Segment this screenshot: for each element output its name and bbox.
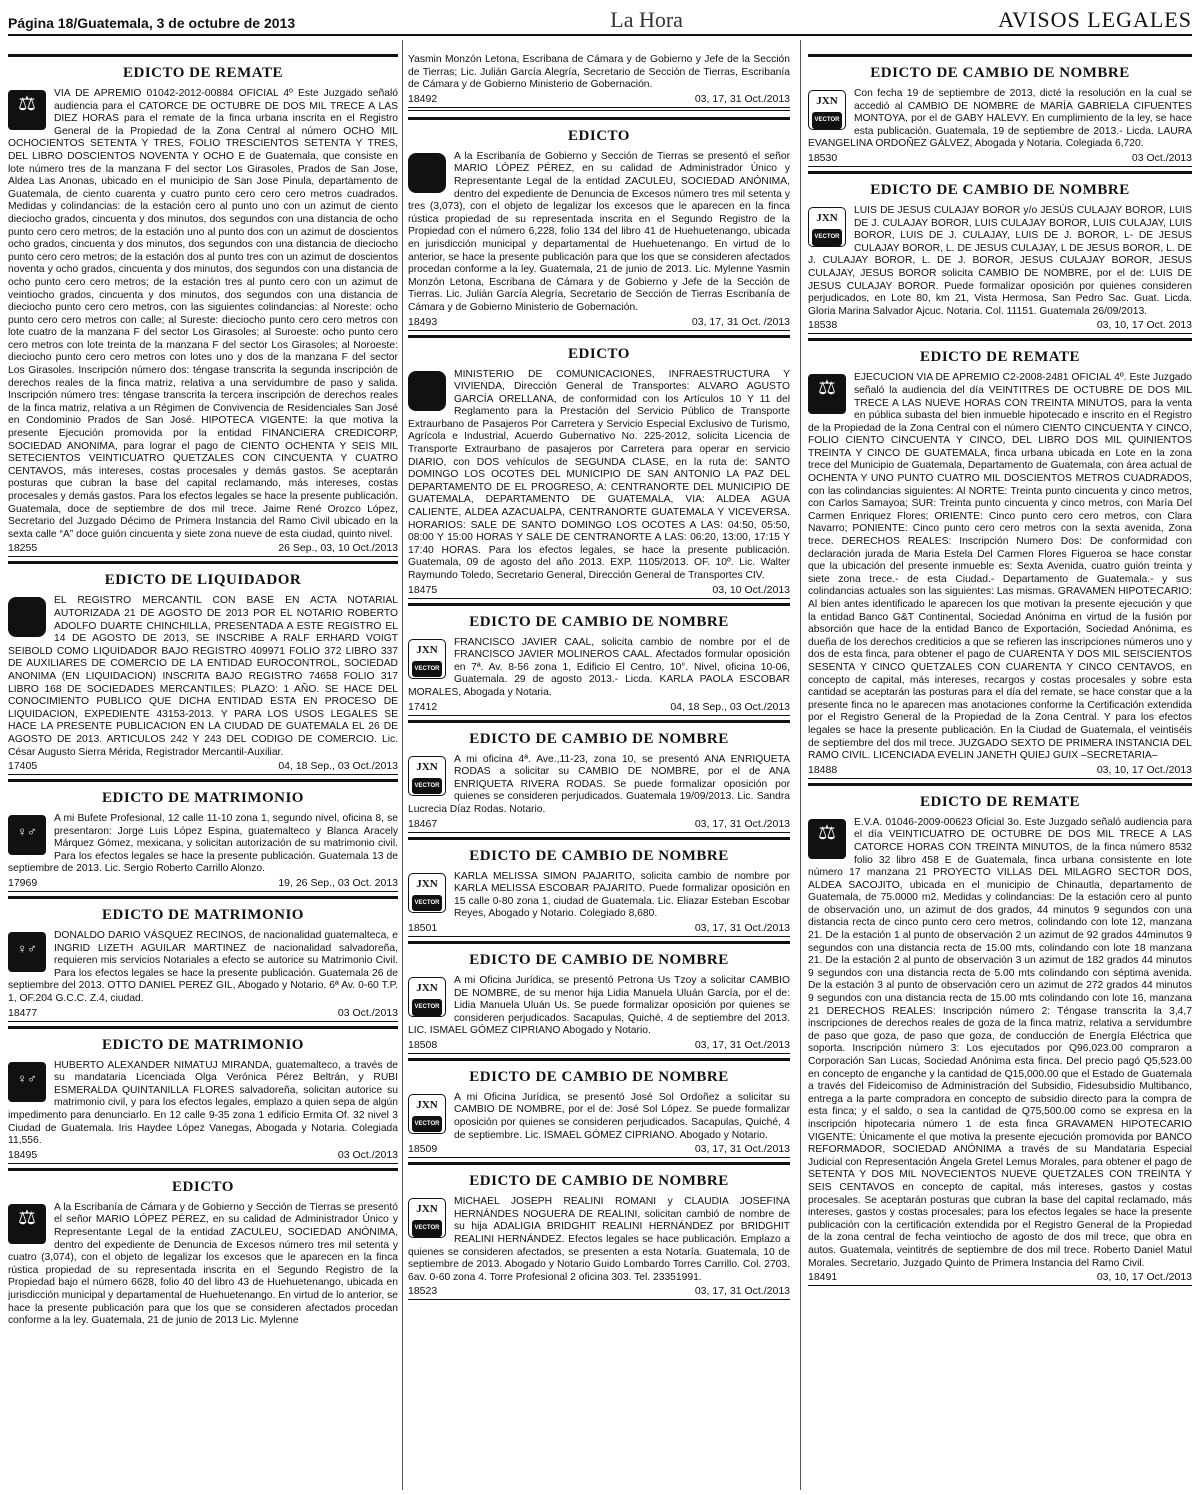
black-square-icon	[408, 371, 446, 411]
notice-body	[8, 595, 398, 759]
notice-body	[408, 754, 790, 817]
notice-text: MINISTERIO DE COMUNICACIONES, INFRAESTRUCTURA Y VIVIENDA, Dirección General de Transportes: ALVARO AGUSTO GARCÍA ORELLANA, de conformidad con los Artículos 10 Y 11 del Reglamento para la Prestación del Servicio Público de Transporte Extraurbano de Pasajeros Por Carretera y Servicio Especial Exclusivo de Turismo, Agrícola e Industrial, Acuerdo Gubernativo No. 225-2012, solicita Licencia de Transporte Extraurbano de pasajeros por Carretera para operar en servicio DIARIO, con DOS vehículos de SEGUNDA CLASE, en la ruta de: SANTO DOMINGO LOS OCOTES DEL MUNICIPIO DE SAN ANTONIO LA PAZ DEL DEPARTAMENTO DE EL PROGRESO, A: CENTRANORTE DEL MUNICIPIO DE GUATEMALA, DEPARTAMENTO DE GUATEMALA, VIA: ALDEA AGUA CALIENTE, ALDEA AZACUALPA, CENTRANORTE GUATEMALA Y VICEVERSA. HORARIOS: SALE DE SANTO DOMINGO LOS OCOTES A LAS: 04:50, 05:50, 08:00 Y 15:00 HORAS Y SALE DE CENTRANORTE A LAS: 06:20, 13:00, 17:15 Y 17:40 HORAS. Para los efectos legales, se hace la presente publicación. Guatemala, 09 de agosto del año 2013. EXP. 1105/2013. OF. 10º. Lic. Walter Raymundo Toledo, Secretario General, Dirección General de Transportes CIV.	[408, 368, 790, 581]
couple-icon	[8, 932, 46, 972]
notice-footer	[408, 922, 790, 937]
notice-title: EDICTO DE MATRIMONIO	[102, 1036, 304, 1053]
notice-body	[8, 1060, 398, 1148]
notice-title: EDICTO DE REMATE	[123, 65, 283, 81]
notice-number: 18530	[808, 151, 838, 164]
legal-notice	[8, 779, 398, 892]
notice-title: EDICTO DE LIQUIDADOR	[104, 572, 302, 589]
notice-number: 17412	[408, 700, 438, 713]
legal-notice	[808, 171, 1192, 334]
logo-text-top: JXN	[416, 760, 438, 773]
notice-text: Yasmin Monzón Letona, Escribana de Cámara y de Gobierno y Jefe de la Sección de Tierras; Lic. Julián García Alegría, Secretario de Sección de Tierras, Escribanía de Cámara y de Gobierno Ministerio de Gobernación.	[408, 54, 790, 91]
publication-dates: 03 Oct./2013	[337, 1148, 398, 1161]
notice-body	[808, 372, 1192, 762]
notice-body	[408, 1092, 790, 1142]
notice-body	[408, 975, 790, 1038]
notice-number: 18495	[8, 1148, 38, 1161]
notice-footer	[808, 1271, 1192, 1286]
notice-footer	[408, 1039, 790, 1054]
notice-text: DONALDO DARIO VÁSQUEZ RECINOS, de nacionalidad guatemalteca, e INGRID LIZETH AGUILAR MARTINEZ de nacionalidad salvadoreña, requieren mis servicios Notariales a efecto se autorice su Matrimonio Civil. Para los efectos legales se hace la presente publicación. Guatemala 26 de septiembre del 2013. OTTO DANIEL PEREZ GIL, Abogado y Notario. 6ª Av. 0-60 T.P. 1, OF.204 G.C.C. Z.4, ciudad.	[8, 930, 398, 1005]
publication-dates: 03 Oct./2013	[337, 1006, 398, 1019]
notice-body	[8, 1202, 398, 1328]
section-title: AVISOS LEGALES	[998, 7, 1192, 32]
logo-text-bottom: VECTOR	[412, 1116, 442, 1133]
legal-notice	[808, 783, 1192, 1286]
legal-notice	[8, 1168, 398, 1328]
logo-text-top: JXN	[416, 1098, 438, 1111]
notice-footer	[808, 764, 1192, 779]
notice-footer	[408, 584, 790, 599]
legal-notice	[808, 338, 1192, 778]
column-divider	[402, 40, 403, 1490]
couple-icon	[8, 815, 46, 855]
logo-text-bottom: VECTOR	[812, 229, 842, 246]
notice-body	[408, 1196, 790, 1284]
legal-notice	[408, 603, 790, 716]
legal-notice	[808, 54, 1192, 167]
publication-dates: 03, 10 Oct./2013	[712, 583, 790, 596]
notice-text: VIA DE APREMIO 01042-2012-00884 OFICIAL 4º Este Juzgado señaló audiencia para el CATORCE DE OCTUBRE DE DOS MIL TRECE A LAS DIEZ HORAS para el remate de la finca urbana inscrita en el Registro General de la Propiedad de la Zona Central al número OCHO MIL OCHOCIENTOS SETENTA Y TRES, FOLIO TRESCIENTOS SETENTA Y TRES, DEL LIBRO DOSCIENTOS NOVENTA Y OCHO E de Guatemala, que consiste en lote número tres de la manzana F del sector Los Girasoles, Prados de San Jose, Aldea Las Anonas, ubicado en el municipio de San Jose Pinula, departamento de Guatemala, de ciento cuarenta y cuatro punto cero cero cero metros cuadrados. Medidas y colindancias: de la estación cero al punto uno con un azimut de ciento dieciocho grados, cincuenta y dos minutos, dos segundos con una distancia de ocho punto cero cero metros; de la estación uno al punto dos con un azimut de doscientos ocho grados, cincuenta y dos minutos, dos segundos con una distancia de dieciocho punto cero cero metros; de la estación dos al punto tres con un azimut de doscientos noventa y ocho grados, cincuenta y dos minutos, dos segundos con una distancia de ocho punto cero cero metros; de la estación tres al punto cero con un azimut de veintiocho grados, cincuenta y dos minutos, dos segundos con una distancia de dieciocho punto cero cero metros, con las siguientes colindancias: al Noreste: ocho punto cero cero metros con calle; al Sureste: dieciocho punto cero cero metros con lote cuatro de la manzana F del sector Los Girasoles; al Suroeste: ocho punto cero cero metros con lote treinta de la manzana F del sector Los Girasoles; al Noroeste: dieciocho punto cero cero metros con lotes uno y dos de la manzana F del sector Los Girasoles. Inscripción número dos: téngase transcrita la segunda inscripción de derechos reales de la finca matriz, relativa a una servidumbre de paso y salida. Inscripción número tres: téngase transcrita la tercera inscripción de derechos reales de la finca matriz, relativa a un Régimen de Convivencia de Residenciales San José en Condominio Prados de San José. HIPOTECA VIGENTE: la que motiva la presente Ejecución promovida por la entidad FINANCIERA CREDICORP, SOCIEDAD ANONIMA, para lograr el pago de CIENTO OCHENTA Y SEIS MIL SETECIENTOS VEINTICUATRO QUETZALES CON CINCUENTA Y CUATRO CENTAVOS, más intereses, costas procesales y demás gastos. Se aceptarán posturas que cubran la base del capital reclamando, más intereses, costas procesales y demás gastos. Para los efectos legales se hace la presente publicación. Guatemala, doce de septiembre de dos mil trece. Jaime René Orozco López, Secretario del Juzgado Décimo de Primera Instancia del Ramo Civil ubicado en la sexta calle “A” doce guión cincuenta y siete zona nueve de esta ciudad, quinto nivel.	[8, 88, 398, 540]
logo-text-top: JXN	[416, 877, 438, 890]
notary-logo-icon	[408, 756, 446, 796]
notice-number: 18475	[408, 583, 438, 596]
notice-footer	[408, 93, 790, 108]
notice-text: MICHAEL JOSEPH REALINI ROMANI y CLAUDIA JOSEFINA HERNÁNDES NOGUERA DE REALINI, solicitan cambió de nombre de su hija ADALIGIA BRIDGHIT REALINI HERNÁNDEZ por BRIDGHIT REALINI HERNÁNDEZ. Efectos legales se hace publicación. Emplazo a quienes se consideren afectados, se presenten a esta Notaría. Guatemala, 10 de septiembre de 2013. Abogado y Notario Guido Lombardo Torres Carrillo. Col. 2703. 6av. 0-60 zona 4. Torre Profesional 2 oficina 303. Tel. 23351991.	[408, 1196, 790, 1283]
legal-notice	[8, 896, 398, 1022]
notice-number: 18492	[408, 92, 438, 105]
notice-title: EDICTO	[568, 345, 630, 362]
notary-logo-icon	[808, 207, 846, 247]
notice-title: EDICTO DE CAMBIO DE NOMBRE	[469, 951, 729, 968]
logo-text-top: JXN	[416, 981, 438, 994]
notice-text: A mi Bufete Profesional, 12 calle 11-10 zona 1, segundo nivel, oficina 8, se presentaron: Jorge Luis López Espina, guatemalteco y Blanca Aracely Márquez Gómez, mexicana, y solicitan autorización de su matrimonio civil. Para los efectos legales se hace la presente publicación. Guatemala 13 de septiembre de 2013. Lic. Sergio Roberto Carrillo Alonzo.	[8, 813, 398, 875]
logo-text-top: JXN	[816, 95, 838, 107]
publication-dates: 03, 17, 31 Oct./2013	[694, 1038, 790, 1051]
notice-title: EDICTO DE CAMBIO DE NOMBRE	[469, 613, 729, 630]
publication-dates: 03, 10, 17 Oct. 2013	[1096, 319, 1192, 332]
publication-dates: 03, 17, 31 Oct./2013	[694, 817, 790, 830]
court-seal-icon	[8, 90, 46, 130]
notice-title: EDICTO DE CAMBIO DE NOMBRE	[469, 730, 729, 747]
column-divider	[800, 40, 801, 1490]
logo-text-top: JXN	[816, 211, 838, 224]
notice-text: EL REGISTRO MERCANTIL CON BASE EN ACTA NOTARIAL AUTORIZADA 21 DE AGOSTO DE 2013 POR EL NOTARIO ROBERTO ADOLFO DUARTE CHINCHILLA, PRESENTADA A ESTE REGISTRO EL 14 DE AGOSTO DE 2013, SE INSCRIBE A RALF ERHARD VOIGT SEIBOLD COMO LIQUIDADOR BAJO REGISTRO 409971 FOLIO 372 LIBRO 337 DE AUXILIARES DE COMERCIO DE LA ENTIDAD EUROCONTROL, SOCIEDAD ANONIMA (EN LIQUIDACION) INSCRITA BAJO REGISTRO 74658 FOLIO 317 LIBRO 168 DE SOCIEDADES MERCANTILES: PLAZO: 1 AÑO. SE HACE DEL CONOCIMIENTO PUBLICO QUE DICHA ENTIDAD ESTA EN PROCESO DE LIQUIDACION, EXPEDIENTE 43153-2013. Y PARA LOS USOS LEGALES SE HACE LA PRESENTE PUBLICACION EN LA CIUDAD DE GUATEMALA EL 26 DE AGOSTO DE 2013. ARTICULOS 242 Y 243 DEL CODIGO DE COMERCIO. Lic. César Augusto Sierra Mérida, Registrador Mercantil-Auxiliar.	[8, 595, 398, 758]
notice-footer	[8, 760, 398, 775]
publication-dates: 03 Oct./2013	[1131, 151, 1192, 164]
notice-footer	[8, 1149, 398, 1164]
notice-title: EDICTO DE CAMBIO DE NOMBRE	[870, 181, 1130, 198]
notice-footer	[408, 1285, 790, 1300]
page-info: Página 18/Guatemala, 3 de octubre de 2013	[8, 15, 296, 31]
notice-number: 18509	[408, 1143, 438, 1156]
notice-title: EDICTO	[172, 1178, 234, 1195]
publication-dates: 26 Sep., 03, 10 Oct./2013	[278, 542, 398, 555]
publication-dates: 19, 26 Sep., 03 Oct. 2013	[278, 877, 398, 890]
publication-dates: 03, 17, 31 Oct./2013	[694, 1285, 790, 1298]
masthead	[8, 8, 1192, 36]
notice-title: EDICTO DE CAMBIO DE NOMBRE	[469, 1068, 729, 1085]
publication-dates: 03, 10, 17 Oct./2013	[1096, 1271, 1192, 1284]
notice-title: EDICTO DE CAMBIO DE NOMBRE	[469, 1173, 729, 1190]
logo-text-bottom: VECTOR	[412, 895, 442, 912]
notice-footer	[408, 1143, 790, 1158]
notice-title: EDICTO DE MATRIMONIO	[102, 907, 304, 924]
legal-notice	[408, 117, 790, 331]
notice-title: EDICTO	[568, 127, 630, 144]
notice-text: FRANCISCO JAVIER CAAL, solicita cambio de nombre por el de FRANCISCO JAVIER MOLINEROS CAAL. Afectados formular oposición en 7ª. Av. 8-56 zona 1, Edificio El Centro, 10°. Nivel, oficina 10-06, Guatemala. 29 de agosto 2013.- Licda. KARLA PAOLA ESCOBAR MORALES, Abogada y Notaria.	[408, 636, 790, 698]
publication-dates: 04, 18 Sep., 03 Oct./2013	[278, 760, 398, 773]
notice-number: 18255	[8, 542, 38, 555]
publication-dates: 03, 17, 31 Oct. /2013	[691, 315, 790, 328]
black-square-icon	[8, 597, 46, 637]
logo-text-bottom: VECTOR	[412, 1220, 442, 1237]
notary-logo-icon	[408, 977, 446, 1017]
legal-notice	[408, 1162, 790, 1300]
notary-logo-icon	[408, 639, 446, 679]
notice-number: 18538	[808, 319, 838, 332]
notice-body	[408, 637, 790, 700]
notary-logo-icon	[408, 1094, 446, 1134]
notice-title: EDICTO DE CAMBIO DE NOMBRE	[870, 65, 1130, 81]
notice-number: 17969	[8, 877, 38, 890]
notice-body	[808, 88, 1192, 151]
publication-dates: 04, 18 Sep., 03 Oct./2013	[670, 700, 790, 713]
court-seal-icon	[8, 1204, 46, 1244]
notice-text: A mi Oficina Jurídica, se presentó Petrona Us Tzoy a solicitar CAMBIO DE NOMBRE, de su menor hija Lidia Manuela Uluán García, por el de: Lidia Manuela Uluán Us. Se puede formalizar oposición por quienes se consideren perjudicados. Sacapulas, Quiché, 4 de septiembre del 2013. LIC. ISMAEL GÓMEZ CIPRIANO Abogado y Notario.	[408, 974, 790, 1037]
notice-number: 18477	[8, 1006, 38, 1019]
couple-icon	[8, 1062, 46, 1102]
notice-title: EDICTO DE REMATE	[920, 349, 1080, 366]
notice-text: E.V.A. 01046-2009-00623 Oficial 3o. Este Juzgado señaló audiencia para el día VEINTICUATRO DE OCTUBRE DE DOS MIL TRECE A LAS CATORCE HORAS CON TREINTA MINUTOS, de la finca número 8532 folio 32 libro 458 E de Guatemala, finca urbana consistente en lote número 17 manzana 21 PROYECTO VILLAS DEL MILAGRO SECTOR DOS, ALDEA SACOJITO, ubicada en el municipio de Chinautla, departamento de Guatemala, de 75.0000 m2. Medidas y colindancias: De la estación cero al punto de observación uno, un azimut de dos grados, 44 minutos 9 segundos con una distancia recta de cinco punto cero cero metros, colindando con lote 12, manzana 21. De la estación 1 al punto de observación 2 un azimut de 92 grados 44minutos 9 segundos con una distancia recta de 15.00 mts, colindando con lote 18 manzana 21. De la estación 2 al punto de observación 3 un azimut de 182 grados 44 minutos 9 segundos con una distancia recta de 5.00 mts colindando con séptima avenida. De la estación 3 al punto de observación cero un azimut de 272 grados 44 minutos 9 segundos con una distancia recta de 15.00 mts colindando con lote 16, manzana 21 DERECHOS REALES: Inscripción número 2: Téngase transcrita la 3,4,7 inscripciones de derechos reales de goza de la finca matriz, relativa a servidumbre de paso que goza, de paso que goza, de conducción de Energía Eléctrica que soporta. Inscripción número 3: Los ejecutados por Q96,023.00 compraron a Corporación San Lucas, Sociedad Anónima esta finca. Del precio pagó Q5,523.00 en concepto de enganche y la cantidad de Q15,000.00 que el Estado de Guatemala a través del Fideicomiso de Administración del Subsidio, Fidesubsidio Multibanco, entrega a la parte compradora en concepto de subsidio directo para la compra de esta finca; y el saldo, o sea la cantidad de Q75,500.00 como se expresa en la inscripción hipotecaria número 1 de esta finca GRAVAMEN HIPOTECARIO VIGENTE: Únicamente el que motiva la presente ejecución promovida por BANCO REFORMADOR, SOCIEDAD ANÓNIMA a través de su Mandataria Especial Judicial con Representación Ángela Gretel Lemus Morales, para obtener el pago de SETENTA Y DOS MIL NOVECIENTOS NUEVE QUETZALES CON TREINTA Y SEIS CENTAVOS en concepto de capital, más intereses, gastos y costas procesales. Se aceptarán posturas que cubran la base del capital reclamado, más intereses, gastos y costas procesales; para los efectos legales se hace la presente publicación con la certificación extendida por el Registro General de la Propiedad de la zona central de fecha veintiocho de agosto de dos mil trece, que obra en autos. Guatemala, veintitrés de septiembre de dos mil trece. Roberto Daniel Matul Morales. Secretario. Juzgado Quinto de Primera Instancia del Ramo Civil.	[808, 816, 1192, 1269]
legal-notice	[408, 720, 790, 833]
notice-footer	[408, 316, 790, 331]
notice-body	[408, 151, 790, 315]
notice-footer	[8, 1007, 398, 1022]
notice-number: 18523	[408, 1285, 438, 1298]
court-seal-icon	[808, 819, 846, 859]
logo-text-bottom: VECTOR	[412, 778, 442, 795]
notice-text: Con fecha 19 de septiembre de 2013, dicté la resolución en la cual se accedió al CAMBIO DE NOMBRE de MARÍA GABRIELA CIFUENTES MONTOYA, por el de GABY HALEVY. En cumplimiento de la ley, se hace esta publicación. Guatemala, 19 de septiembre de 2013.- Licda. LAURA EVANGELINA ORDOÑEZ GÁLVEZ, Abogada y Notaria. Colegiada 6,720.	[808, 88, 1192, 150]
notice-text: A la Escribanía de Cámara y de Gobierno y Sección de Tierras se presentó el señor MARIO LÓPEZ PÉREZ, en su calidad de Administrador Único y Representante Legal de la entidad ZACULEU, SOCIEDAD ANÓNIMA, dentro del expediente de Denuncia de Excesos número tres mil setenta y cuatro (3,074), con el objeto de legalizar los excesos que le aparecen en la finca rústica propiedad de su representada inscrita en el Segundo Registro de la Propiedad bajo el número 6628, folio 40 del libro 43 de Huehuetenango, ubicada en jurisdicción municipal y departamental de Huehuetenango. En virtud de lo anterior, se hace la presente publicación para que los que se consideren afectados procedan conforme a la ley. Guatemala, 21 de junio de 2013 Lic. Mylenne	[8, 1201, 398, 1327]
notice-body	[408, 871, 790, 921]
notice-text: KARLA MELISSA SIMON PAJARITO, solicita cambio de nombre por KARLA MELISSA ESCOBAR PAJARITO. Puede formalizar oposición en 15 calle 0-80 zona 1, ciudad de Guatemala. Lic. Eliazar Esteban Escobar Reyes, Abogado y Notario. Colegiado 8,680.	[454, 870, 790, 920]
notice-footer	[408, 818, 790, 833]
notice-footer	[8, 542, 398, 557]
notice-title: EDICTO DE MATRIMONIO	[102, 790, 304, 807]
logo-text-top: JXN	[416, 1203, 438, 1216]
notice-body	[8, 88, 398, 541]
notice-number: 18508	[408, 1038, 438, 1051]
notice-footer	[408, 701, 790, 716]
newspaper-name: La Hora	[610, 7, 683, 32]
notice-text: HUBERTO ALEXANDER NIMATUJ MIRANDA, guatemalteco, a través de su mandataria Licenciada Olga Verónica Pérez Beltrán, y RUBI ESMERALDA QUINTANILLA FLORES salvadoreña, solicitan autorice su matrimonio civil, y para los efectos legales, emplazo a quien sepa de algún impedimento para denunciarlo. En 12 calle 9-35 zona 1 edificio Ermita Of. 32 nivel 3 Ciudad de Guatemala. Iris Haydee López Vanegas, Abogada y Notaria. Colegiada 11,556.	[8, 1059, 398, 1147]
notice-text: EJECUCION VIA DE APREMIO C2-2008-2481 OFICIAL 4º. Este Juzgado señaló la audiencia del día VEINTITRES DE OCTUBRE DE DOS MIL TRECE A LAS NUEVE HORAS CON TREINTA MINUTOS, para la venta en pública subasta del bien inmueble hipotecado e inscrito en el Registro de la Propiedad de la Zona Central con el número CIENTO CINCUENTA Y CINCO, FOLIO CIENTO CINCUENTA Y CINCO, DEL LIBRO DOS MIL QUINIENTOS TREINTA Y CINCO DE GUATEMALA, finca urbana ubicada en Lote en la zona trece del Municipio de Guatemala, Departamento de Guatemala, con área actual de OCHENTA Y UNO PUNTO CUATRO MIL DOSCIENTOS METROS CUADRADOS, con las colindancias siguientes: Al NORTE: Treinta punto cincuenta y cinco metros, con Carlos Samayoa; SUR: Treinta punto cincuenta y cinco metros, con María Del Carmen Enriquez Flores; ORIENTE: Cinco punto cero cero metros, con Clara Navarro; PONIENTE: Cinco punto cero cero metros con la sexta avenida, Zona trece. DERECHOS REALES: Inscripción Numero Dos: De conformidad con declaración jurada de Maria Estela Del Carmen Flores Figueroa se hace constar que la ubicación del presente inmueble es: Sexta Avenida, cuatro guión treinta y siete zona trece.- de esta Ciudad.- Departamento de Guatemala.- y sus colindancias actuales son las siguientes: Las mismas. GRAVAMEN HIPOTECARIO: Al bien antes identificado le aparecen los que motivan la presente ejecución y que la entidad Banco G&T Continental, Sociedad Anónima en virtud de la fusión por absorción que hace de la entidad Banco de Exportación, Sociedad Anónima, es dueña de los derechos crediticios a que se refieren las inscripciones números uno y dos de esta finca, para obtener el pago de CUARENTA Y DOS MIL SEISCIENTOS SESENTA Y CINCO QUETZALES CON CUARENTA Y CINCO CENTAVOS, en concepto de capital, más intereses, recargos y costas procesales y sobre esta cantidad se aceptarán las posturas para el día del remate, se hace constar que a la presente finca no le aparecen mas anotaciones conforme la Certificación extendida por el Registro General de la Propiedad de la Zona Central. Y para los efectos legales se hace la presente publicación. En la Ciudad de Guatemala, el veintiséis de septiembre del dos mil trece. JUZGADO SEXTO DE PRIMERA INSTANCIA DEL RAMO CIVIL. LICENCIADA EVELIN JANETH QUIEJ GUIX –SECRETARIA–	[808, 372, 1192, 762]
notary-logo-icon	[408, 873, 446, 913]
legal-notice	[408, 335, 790, 599]
logo-text-top: JXN	[416, 643, 438, 656]
notice-body	[8, 813, 398, 876]
legal-notice	[8, 561, 398, 775]
logo-text-bottom: VECTOR	[812, 112, 842, 129]
notice-number: 18488	[808, 763, 838, 776]
column-1	[8, 54, 398, 1490]
notice-text: A mi oficina 4ª. Ave.,11-23, zona 10, se presentó ANA ENRIQUETA RODAS a solicitar su CAMBIO DE NOMBRE, por el de ANA ENRIQUETA RIVERA RODAS. Se puede formalizar oposición por quienes se consideren perjudicados. Guatemala 19/09/2013. Lic. Sandra Lucrecia Díaz Rodas. Notario.	[408, 753, 790, 815]
notice-number: 18491	[808, 1271, 838, 1284]
publication-dates: 03, 17, 31 Oct./2013	[694, 921, 790, 934]
notice-number: 17405	[8, 760, 38, 773]
notice-body	[808, 205, 1192, 318]
legal-notice	[408, 941, 790, 1054]
legal-notice	[408, 837, 790, 937]
notice-footer	[8, 877, 398, 892]
logo-text-bottom: VECTOR	[412, 999, 442, 1016]
notice-text: A la Escribanía de Gobierno y Sección de Tierras se presentó el señor MARIO LÓPEZ PÉREZ, en su calidad de Administrador Único y Representante Legal de la entidad ZACULEU, SOCIEDAD ANÓNIMA, dentro del expediente de Denuncia de Excesos número tres mil setenta y tres (3,073), con el objeto de legalizar los excesos que le aparecen en la finca rústica propiedad de su representada inscrita en el Segundo Registro de la Propiedad con el número 6,228, folio 134 del libro 41 de Huehuetenango, ubicada en jurisdicción municipal y departamental de Huehuetenango. En virtud de lo anterior, se hace la presente publicación para que los que se consideren afectados procedan conforme a la ley. Guatemala, 21 de junio de 2013. Lic. Mylenne Yasmin Monzón Letona, Escribana de Cámara y de Gobierno y Jefe de la Sección de Tierras. Lic. Julián García Alegría, Secretario de Sección de Tierras Escribanía de Cámara y de Gobierno Ministerio de Gobernación.	[408, 150, 790, 313]
notice-footer	[808, 319, 1192, 334]
legal-notice	[8, 54, 398, 557]
publication-dates: 03, 17, 31 Oct./2013	[694, 92, 790, 105]
notice-text: LUIS DE JESUS CULAJAY BOROR y/o JESÚS CULAJAY BOROR, LUIS DE J. CULAJAY BOROR, LUIS CULAJAY BOROR, LUIS CULAJAY, LUIS BOROR, LUIS DE J. CULAJAY, LUIS DE J. BOROR, L- DE JESUS CULAJAY BOROR, L. DE JESUS CULAJAY, L DE JESUS BOROR, L. DE J. CULAJAY BOROR, L. DE J. BOROR, JESUS CULAJAY BOROR, JESUS CULAJAY, JESUS BOROR solicita CAMBIO DE NOMBRE, por el de: LUIS DE JESUS CULAJAY BOROR. Puede formalizar oposición por quienes consideren perjudicados, en Lote 80, km 21, Vista Hermosa, San Pedro Sac. Guat. Licda. Gloria Marina Salvador Ajcuc. Notaria. Col. 11151. Guatemala 26/09/2013.	[808, 204, 1192, 317]
notice-body	[408, 54, 790, 92]
notice-body	[408, 369, 790, 583]
notice-title: EDICTO DE CAMBIO DE NOMBRE	[469, 847, 729, 864]
notice-body	[8, 930, 398, 1006]
legal-notice	[8, 1026, 398, 1164]
black-square-icon	[408, 153, 446, 193]
notice-title: EDICTO DE REMATE	[920, 793, 1080, 810]
publication-dates: 03, 10, 17 Oct./2013	[1096, 763, 1192, 776]
legal-notice	[408, 1058, 790, 1158]
notice-number: 18501	[408, 921, 438, 934]
notice-text: A mi Oficina Jurídica, se presentó José Sol Ordoñez a solicitar su CAMBIO DE NOMBRE, por el de: José Sol López. Se puede formalizar oposición por quienes se consideren perjudicados. Sacapulas, Quiché, 4 de septiembre. Lic. ISMAEL GÓMEZ CIPRIANO. Abogado y Notario.	[454, 1091, 790, 1141]
logo-text-bottom: VECTOR	[412, 661, 442, 678]
court-seal-icon	[808, 374, 846, 414]
column-3	[808, 54, 1192, 1490]
notice-body	[808, 817, 1192, 1270]
column-2	[408, 54, 790, 1490]
publication-dates: 03, 17, 31 Oct./2013	[694, 1143, 790, 1156]
notice-footer	[808, 152, 1192, 167]
notary-logo-icon	[808, 90, 846, 130]
notary-logo-icon	[408, 1198, 446, 1238]
notice-number: 18493	[408, 315, 438, 328]
notice-continuation	[408, 54, 790, 111]
notice-number: 18467	[408, 817, 438, 830]
